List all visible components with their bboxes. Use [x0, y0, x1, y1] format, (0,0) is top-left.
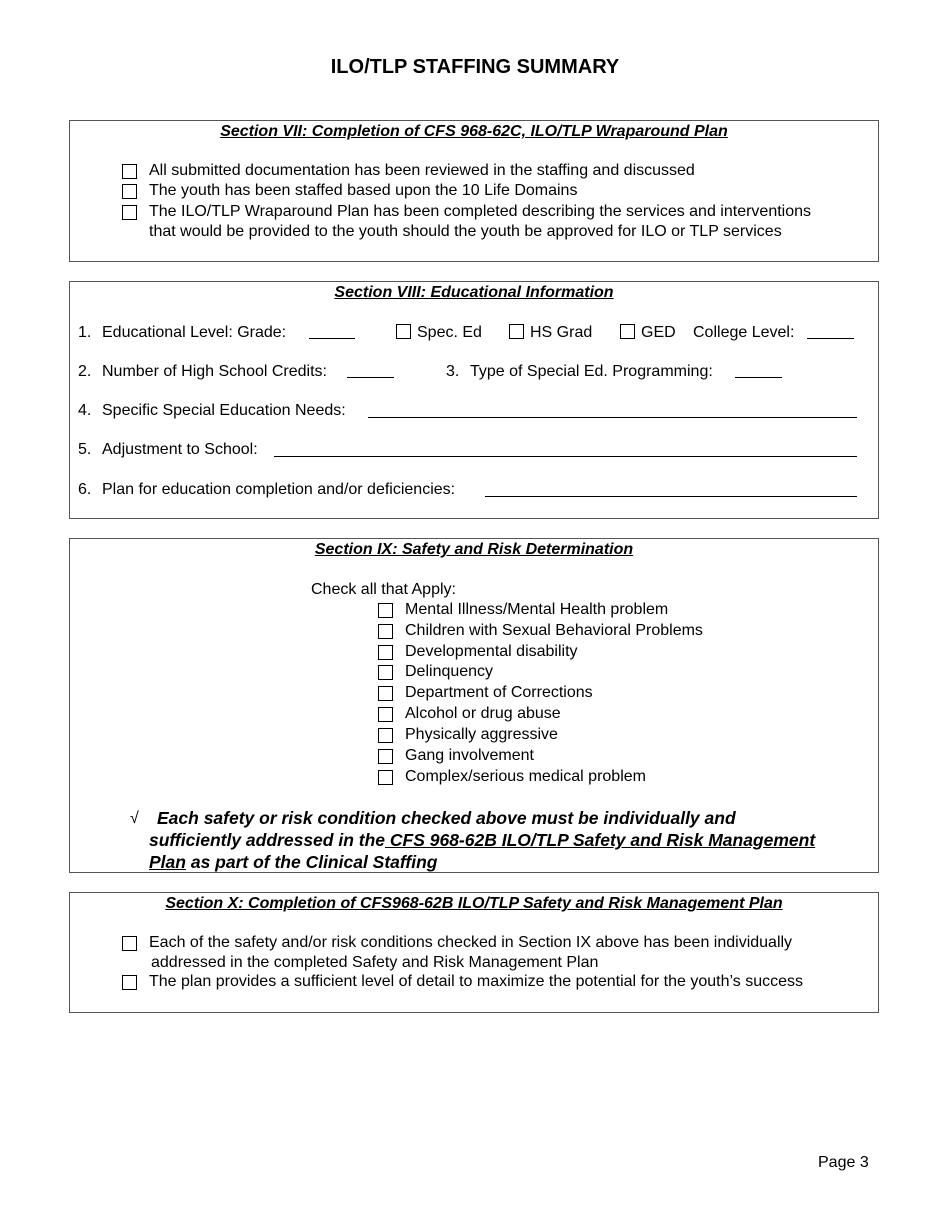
checkbox-label-continued: addressed in the completed Safety and Risk Management Plan [151, 954, 599, 971]
q2-number: 2. [78, 363, 92, 380]
q1-label: Educational Level: Grade: [102, 324, 287, 341]
special-ed-needs-field[interactable] [368, 403, 857, 418]
risk-item-label: Mental Illness/Mental Health problem [405, 601, 669, 618]
section-ix-box [69, 538, 879, 873]
checkbox-hs-grad[interactable] [509, 324, 524, 339]
checkbox-label: The youth has been staffed based upon the 10 Life Domains [149, 182, 578, 199]
section-viii-heading: Section VIII: Educational Information [334, 284, 614, 301]
checkmark-icon: √ [130, 810, 139, 827]
special-ed-programming-field[interactable] [735, 363, 782, 378]
q3-label: Type of Special Ed. Programming: [470, 363, 713, 380]
checkbox-label: All submitted documentation has been reviewed in the staffing and discussed [149, 162, 695, 179]
education-plan-field[interactable] [485, 482, 857, 497]
risk-item-label: Physically aggressive [405, 726, 558, 743]
checkbox-spec-ed[interactable] [396, 324, 411, 339]
college-level-label: College Level: [693, 324, 795, 341]
section-x-heading: Section X: Completion of CFS968-62B ILO/TLP Safety and Risk Management Plan [165, 895, 783, 912]
section-x-box [69, 892, 879, 1013]
q4-label: Specific Special Education Needs: [102, 402, 346, 419]
checkbox-label: The plan provides a sufficient level of detail to maximize the potential for the youth’s success [149, 973, 803, 990]
q2-label: Number of High School Credits: [102, 363, 327, 380]
checkbox-delinquency[interactable] [378, 665, 393, 680]
checkbox-label: The ILO/TLP Wraparound Plan has been completed describing the services and interventions [149, 203, 812, 220]
checkbox-ged[interactable] [620, 324, 635, 339]
risk-item-label: Department of Corrections [405, 684, 593, 701]
grade-field[interactable] [309, 324, 355, 339]
checkbox-mental-illness[interactable] [378, 603, 393, 618]
risk-note-line1: Each safety or risk condition checked above must be individually and [157, 808, 736, 828]
risk-item-label: Gang involvement [405, 747, 534, 764]
q5-number: 5. [78, 441, 92, 458]
risk-note-line2-text: sufficiently addressed in the [149, 830, 385, 850]
checkbox-sexual-behavioral[interactable] [378, 624, 393, 639]
college-level-field[interactable] [807, 324, 854, 339]
checkbox-corrections[interactable] [378, 686, 393, 701]
risk-item-label: Complex/serious medical problem [405, 768, 646, 785]
risk-note-form-reference: CFS 968-62B ILO/TLP Safety and Risk Management [385, 830, 816, 850]
section-vii-heading: Section VII: Completion of CFS 968-62C, ILO/TLP Wraparound Plan [220, 123, 728, 140]
risk-item-label: Children with Sexual Behavioral Problems [405, 622, 703, 639]
ged-label: GED [641, 324, 676, 341]
checkbox-developmental-disability[interactable] [378, 645, 393, 660]
check-all-label: Check all that Apply: [311, 581, 456, 598]
q5-label: Adjustment to School: [102, 441, 258, 458]
risk-note-line3-text: as part of the Clinical Staffing [185, 852, 438, 872]
q1-number: 1. [78, 324, 92, 341]
checkbox-life-domains[interactable] [122, 184, 137, 199]
checkbox-alcohol-drug[interactable] [378, 707, 393, 722]
checkbox-medical-problem[interactable] [378, 770, 393, 785]
q3-number: 3. [446, 363, 460, 380]
risk-item-label: Alcohol or drug abuse [405, 705, 561, 722]
checkbox-label: Each of the safety and/or risk conditions checked in Section IX above has been individually [149, 934, 793, 951]
risk-note-plan-word: Plan [149, 852, 186, 872]
section-vii-box [69, 120, 879, 262]
page-title: ILO/TLP STAFFING SUMMARY [330, 56, 620, 78]
risk-note-line2 [149, 829, 815, 851]
checkbox-wraparound-plan[interactable] [122, 205, 137, 220]
checkbox-docs-reviewed[interactable] [122, 164, 137, 179]
hs-credits-field[interactable] [347, 363, 394, 378]
hs-grad-label: HS Grad [530, 324, 593, 341]
adjustment-to-school-field[interactable] [274, 442, 857, 457]
section-viii-box [69, 281, 879, 519]
checkbox-physically-aggressive[interactable] [378, 728, 393, 743]
risk-item-label: Developmental disability [405, 643, 578, 660]
risk-item-label: Delinquency [405, 663, 494, 680]
q6-number: 6. [78, 481, 92, 498]
risk-note-line3 [149, 851, 438, 873]
page-number: Page 3 [818, 1154, 869, 1171]
section-ix-heading: Section IX: Safety and Risk Determination [314, 541, 634, 558]
q4-number: 4. [78, 402, 92, 419]
spec-ed-label: Spec. Ed [417, 324, 482, 341]
q6-label: Plan for education completion and/or deficiencies: [102, 481, 456, 498]
checkbox-label-continued: that would be provided to the youth should the youth be approved for ILO or TLP services [149, 223, 782, 240]
checkbox-sufficient-detail[interactable] [122, 975, 137, 990]
checkbox-conditions-addressed[interactable] [122, 936, 137, 951]
checkbox-gang-involvement[interactable] [378, 749, 393, 764]
